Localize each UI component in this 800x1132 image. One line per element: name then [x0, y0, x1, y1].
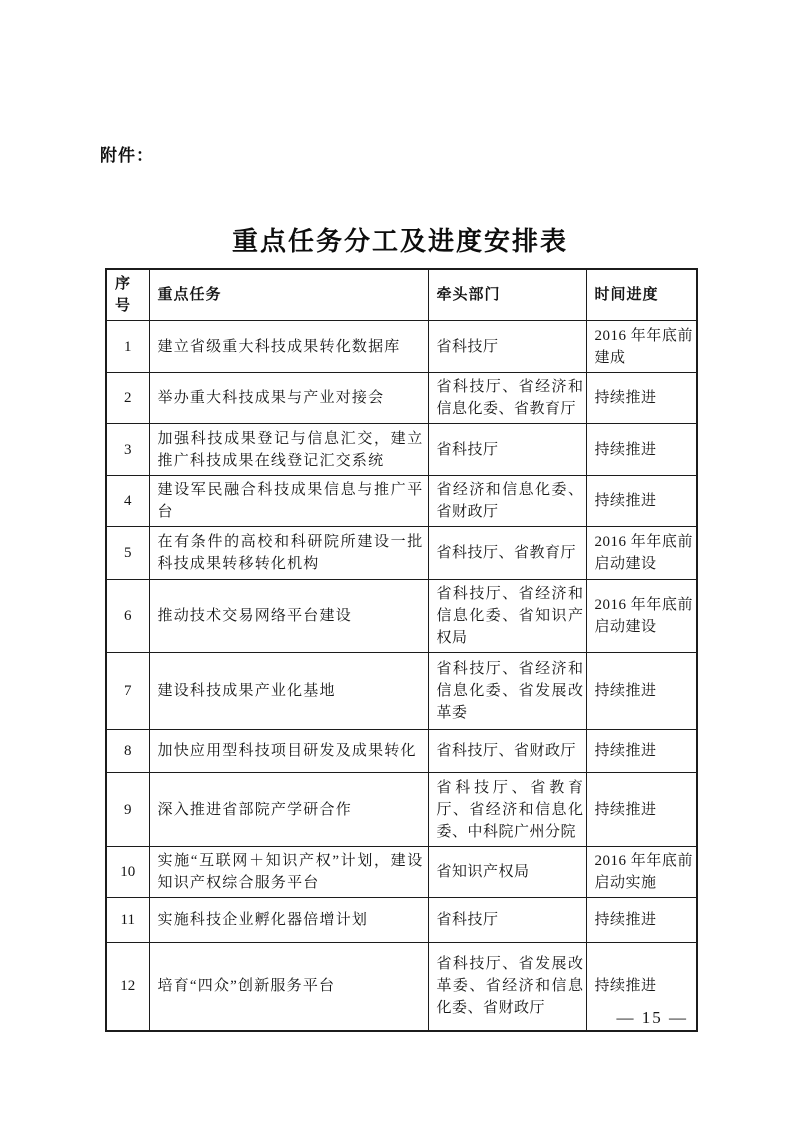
- cell-lead-dept: 省科技厅、省发展改革委、省经济和信息化委、省财政厅: [428, 943, 586, 1031]
- cell-schedule: 持续推进: [586, 773, 697, 847]
- cell-schedule: 2016 年年底前启动实施: [586, 847, 697, 898]
- cell-schedule: 2016 年年底前建成: [586, 321, 697, 373]
- table-row: [106, 580, 697, 653]
- cell-serial-number: 9: [106, 773, 149, 847]
- table-row: [106, 653, 697, 730]
- table-row: [106, 527, 697, 580]
- cell-key-task: 深入推进省部院产学研合作: [149, 773, 428, 847]
- cell-schedule: 持续推进: [586, 653, 697, 730]
- cell-key-task: 实施科技企业孵化器倍增计划: [149, 898, 428, 943]
- cell-lead-dept: 省科技厅: [428, 424, 586, 476]
- page-number: — 15 —: [616, 1008, 688, 1027]
- cell-lead-dept: 省经济和信息化委、省财政厅: [428, 476, 586, 527]
- cell-serial-number: 3: [106, 424, 149, 476]
- cell-schedule: 2016 年年底前启动建设: [586, 580, 697, 653]
- table-row: [106, 730, 697, 773]
- cell-schedule: 持续推进: [586, 373, 697, 424]
- cell-lead-dept: 省科技厅、省经济和信息化委、省发展改革委: [428, 653, 586, 730]
- table-row: [106, 847, 697, 898]
- cell-key-task: 推动技术交易网络平台建设: [149, 580, 428, 653]
- table-header-row: [106, 269, 697, 321]
- table-row: [106, 943, 697, 1031]
- cell-key-task: 加强科技成果登记与信息汇交，建立推广科技成果在线登记汇交系统: [149, 424, 428, 476]
- cell-serial-number: 11: [106, 898, 149, 943]
- cell-serial-number: 10: [106, 847, 149, 898]
- cell-serial-number: 2: [106, 373, 149, 424]
- header-key-task: 重点任务: [149, 269, 428, 321]
- cell-lead-dept: 省科技厅、省教育厅、省经济和信息化委、中科院广州分院: [428, 773, 586, 847]
- cell-serial-number: 8: [106, 730, 149, 773]
- cell-lead-dept: 省科技厅、省教育厅: [428, 527, 586, 580]
- cell-key-task: 建设军民融合科技成果信息与推广平台: [149, 476, 428, 527]
- page-title: 重点任务分工及进度安排表: [231, 227, 568, 256]
- header-lead-dept: 牵头部门: [428, 269, 586, 321]
- cell-lead-dept: 省科技厅、省财政厅: [428, 730, 586, 773]
- task-schedule-table: [105, 268, 698, 1032]
- table-row: [106, 773, 697, 847]
- table-row: [106, 373, 697, 424]
- cell-schedule: 持续推进: [586, 476, 697, 527]
- cell-key-task: 建立省级重大科技成果转化数据库: [149, 321, 428, 373]
- table-row: [106, 476, 697, 527]
- cell-schedule: 持续推进: [586, 943, 697, 1031]
- header-schedule: 时间进度: [586, 269, 697, 321]
- cell-schedule: 2016 年年底前启动建设: [586, 527, 697, 580]
- cell-key-task: 建设科技成果产业化基地: [149, 653, 428, 730]
- cell-key-task: 加快应用型科技项目研发及成果转化: [149, 730, 428, 773]
- cell-key-task: 实施“互联网＋知识产权”计划，建设知识产权综合服务平台: [149, 847, 428, 898]
- cell-serial-number: 1: [106, 321, 149, 373]
- cell-serial-number: 12: [106, 943, 149, 1031]
- cell-lead-dept: 省知识产权局: [428, 847, 586, 898]
- cell-serial-number: 4: [106, 476, 149, 527]
- cell-schedule: 持续推进: [586, 730, 697, 773]
- cell-lead-dept: 省科技厅: [428, 321, 586, 373]
- cell-key-task: 培育“四众”创新服务平台: [149, 943, 428, 1031]
- cell-serial-number: 6: [106, 580, 149, 653]
- cell-lead-dept: 省科技厅: [428, 898, 586, 943]
- cell-key-task: 在有条件的高校和科研院所建设一批科技成果转移转化机构: [149, 527, 428, 580]
- cell-serial-number: 5: [106, 527, 149, 580]
- attachment-label: 附件：: [100, 146, 154, 165]
- cell-schedule: 持续推进: [586, 898, 697, 943]
- cell-key-task: 举办重大科技成果与产业对接会: [149, 373, 428, 424]
- cell-lead-dept: 省科技厅、省经济和信息化委、省知识产权局: [428, 580, 586, 653]
- header-serial-number: 序号: [106, 269, 149, 321]
- table-row: [106, 424, 697, 476]
- cell-schedule: 持续推进: [586, 424, 697, 476]
- table-row: [106, 321, 697, 373]
- cell-lead-dept: 省科技厅、省经济和信息化委、省教育厅: [428, 373, 586, 424]
- table-row: [106, 898, 697, 943]
- cell-serial-number: 7: [106, 653, 149, 730]
